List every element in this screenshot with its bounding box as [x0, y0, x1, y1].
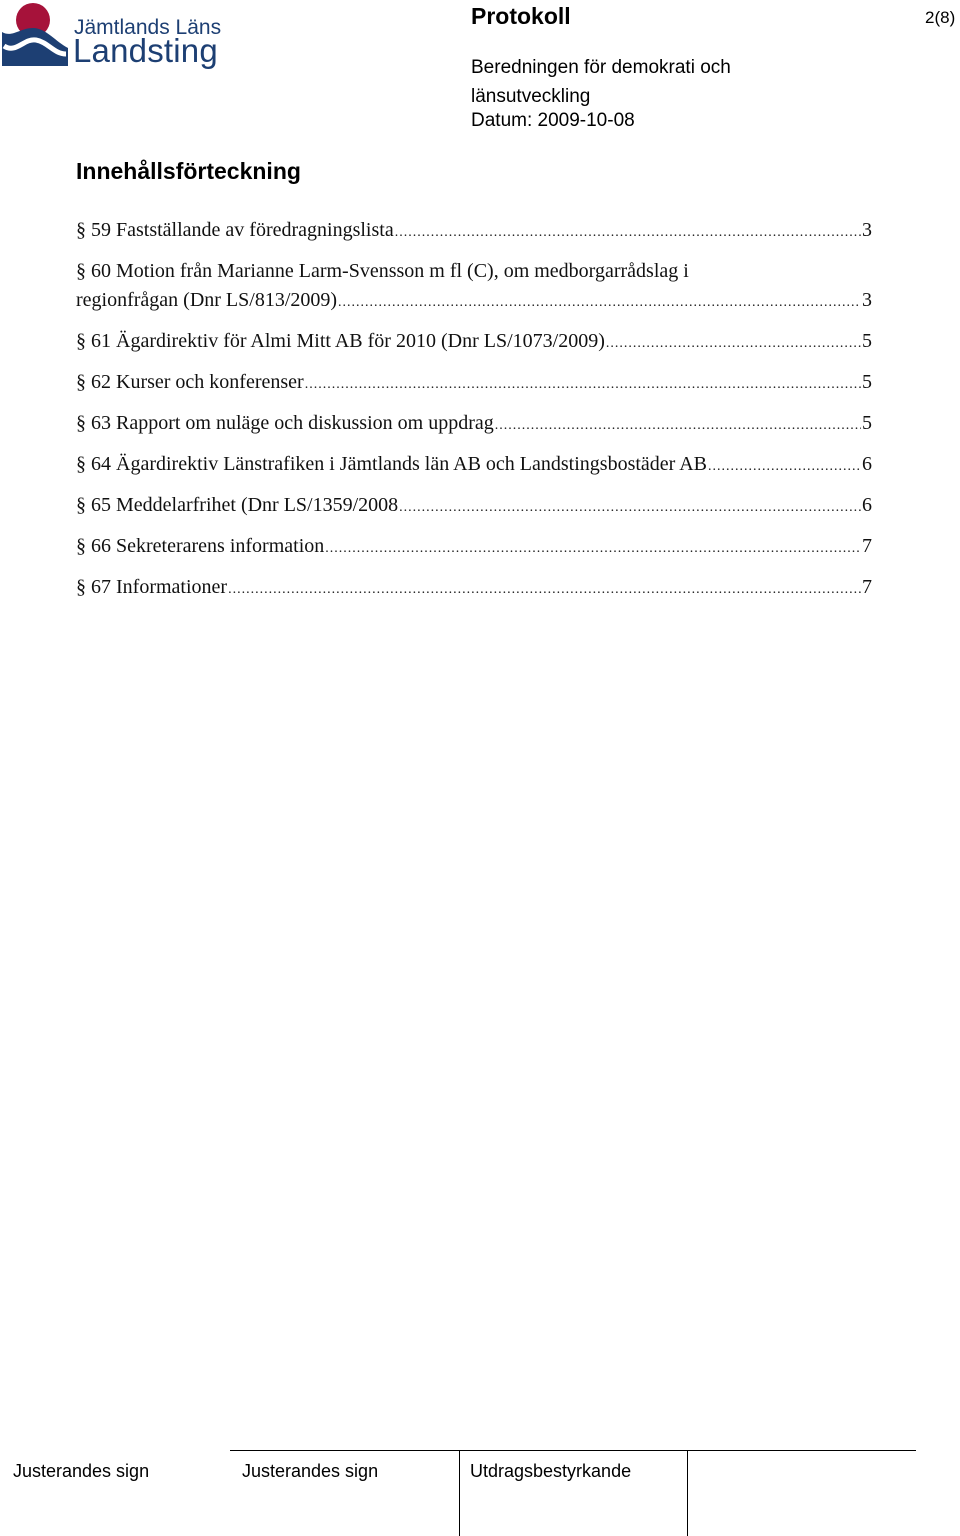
signature-divider-line — [230, 1450, 916, 1451]
toc-leader-dots — [338, 288, 861, 317]
toc-entry-page: 7 — [862, 535, 872, 557]
toc-entry-title-line1: § 60 Motion från Marianne Larm-Svensson m fl (C), om medborgarrådslag i — [76, 260, 689, 282]
toc-entry-60[interactable] — [76, 257, 872, 317]
logo-text-line1: Jämtlands Läns — [74, 16, 222, 39]
organization-logo — [0, 2, 230, 74]
signature-field-2: Justerandes sign — [242, 1461, 379, 1481]
signature-field-1: Justerandes sign — [13, 1461, 150, 1481]
toc-leader-dots — [399, 493, 861, 522]
toc-entry-title: § 65 Meddelarfrihet (Dnr LS/1359/2008 — [76, 494, 399, 516]
toc-entry-page: 5 — [862, 412, 872, 434]
toc-entry-page: 5 — [862, 371, 872, 393]
toc-entry-59[interactable] — [76, 216, 872, 247]
toc-entry-63[interactable] — [76, 409, 872, 440]
toc-entry-page: 6 — [862, 494, 872, 516]
toc-entry-title: § 59 Fastställande av föredragningslista — [76, 219, 394, 241]
signature-column-divider — [459, 1451, 460, 1536]
toc-entry-title: § 61 Ägardirektiv för Almi Mitt AB för 2010 (Dnr LS/1073/2009) — [76, 330, 605, 352]
toc-entry-title: § 67 Informationer — [76, 576, 228, 598]
toc-leader-dots — [708, 452, 861, 481]
toc-leader-dots — [325, 534, 861, 563]
toc-entry-66[interactable] — [76, 532, 872, 563]
toc-leader-dots — [228, 575, 861, 604]
toc-entry-page: 5 — [862, 330, 872, 352]
toc-entry-title-line2: regionfrågan (Dnr LS/813/2009) — [76, 289, 338, 311]
committee-name: Beredningen för demokrati och länsutveckling — [471, 57, 731, 107]
meeting-date: Datum: 2009-10-08 — [471, 110, 635, 131]
toc-entry-page: 3 — [862, 289, 872, 311]
signature-column-divider — [687, 1451, 688, 1536]
toc-entry-64[interactable] — [76, 450, 872, 481]
page-number: 2(8) — [925, 8, 956, 27]
toc-leader-dots — [305, 370, 861, 399]
certification-field: Utdragsbestyrkande — [470, 1461, 632, 1481]
toc-entry-title: § 62 Kurser och konferenser — [76, 371, 304, 393]
toc-entry-title: § 66 Sekreterarens information — [76, 535, 325, 557]
toc-entry-62[interactable] — [76, 368, 872, 399]
toc-entry-page: 3 — [862, 219, 872, 241]
toc-leader-dots — [395, 218, 861, 247]
toc-entry-title: § 64 Ägardirektiv Länstrafiken i Jämtlands län AB och Landstingsbostäder AB — [76, 453, 707, 475]
toc-entry-65[interactable] — [76, 491, 872, 522]
landsting-logo-icon — [0, 2, 70, 72]
toc-entry-67[interactable] — [76, 573, 872, 604]
toc-leader-dots — [606, 329, 861, 358]
toc-entry-page: 7 — [862, 576, 872, 598]
document-type: Protokoll — [471, 3, 571, 29]
toc-entry-61[interactable] — [76, 327, 872, 358]
toc-heading: Innehållsförteckning — [76, 158, 301, 184]
toc-list — [76, 216, 872, 614]
logo-text-line2: Landsting — [73, 32, 218, 69]
toc-leader-dots — [495, 411, 861, 440]
toc-entry-page: 6 — [862, 453, 872, 475]
toc-entry-title: § 63 Rapport om nuläge och diskussion om uppdrag — [76, 412, 494, 434]
